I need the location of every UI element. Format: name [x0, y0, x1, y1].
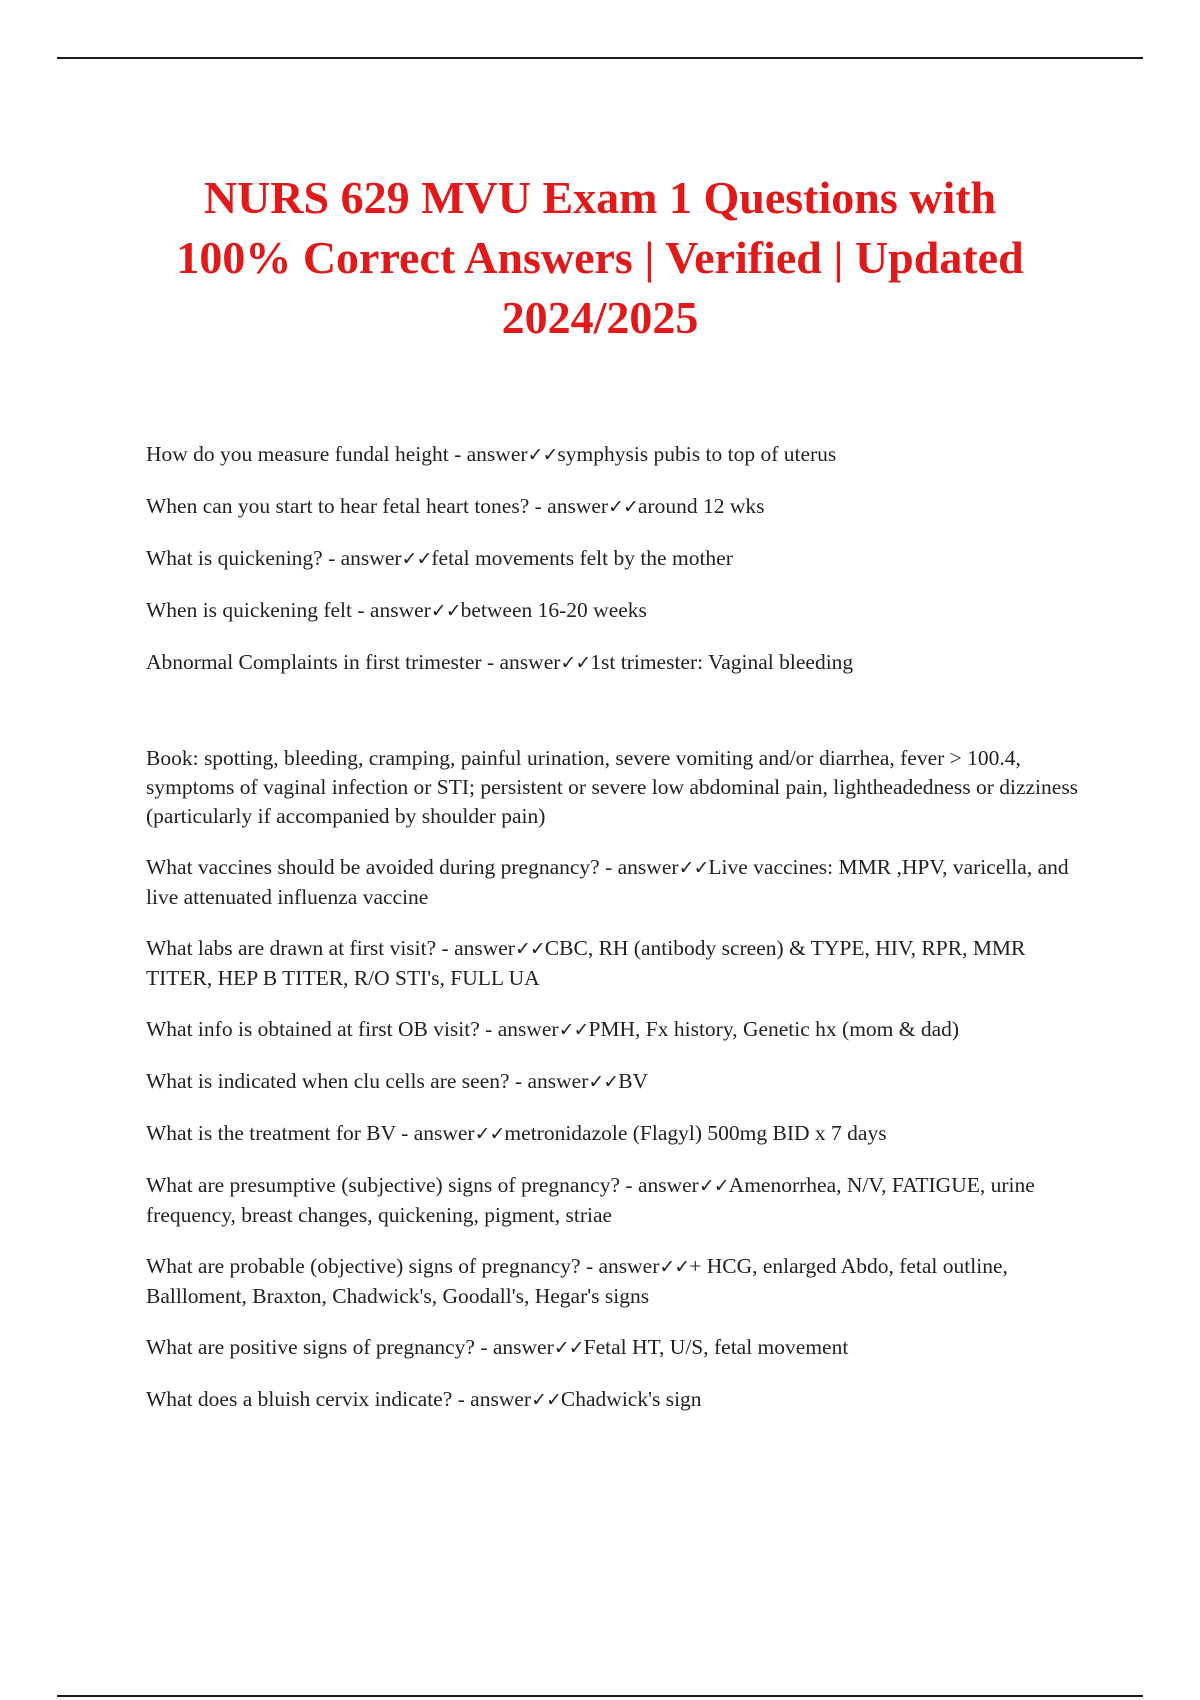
qa-item [146, 1015, 1086, 1045]
qa-question: What are presumptive (subjective) signs of pregnancy? - [146, 1173, 638, 1197]
check-marks-icon: ✓✓ [531, 1389, 561, 1411]
answer-marker: answer [617, 855, 679, 879]
qa-item [146, 492, 1086, 522]
qa-answer: Amenorrhea, N/V, FATIGUE, urine frequency, breast changes, quickening, pigment, striae [146, 1173, 1035, 1227]
qa-question: What vaccines should be avoided during pregnancy? - [146, 855, 618, 879]
answer-marker: answer [499, 650, 561, 674]
answer-marker: answer [497, 1017, 559, 1041]
check-marks-icon: ✓✓ [608, 496, 638, 518]
qa-answer: PMH, Fx history, Genetic hx (mom & dad) [588, 1017, 960, 1041]
top-rule [57, 57, 1143, 59]
check-marks-icon: ✓✓ [401, 548, 432, 570]
title-line-3: 2024/2025 [501, 292, 699, 343]
qa-item [146, 596, 1086, 626]
qa-item [146, 853, 1086, 912]
answer-marker: answer [454, 936, 515, 960]
answer-marker: answer [598, 1254, 660, 1278]
qa-item [146, 544, 1086, 574]
qa-question: Abnormal Complaints in first trimester - [146, 650, 500, 674]
answer-marker: answer [527, 1069, 589, 1093]
qa-item [146, 648, 1086, 678]
qa-answer: symphysis pubis to top of uterus [557, 442, 837, 466]
qa-answer: around 12 wks [637, 494, 765, 518]
qa-answer: metronidazole (Flagyl) 500mg BID x 7 days [504, 1121, 887, 1145]
title-line-1: NURS 629 MVU Exam 1 Questions with [203, 172, 997, 223]
answer-marker: answer [369, 598, 431, 622]
qa-continuation [146, 744, 1086, 831]
qa-answer-continuation: Book: spotting, bleeding, cramping, painful urination, severe vomiting and/or diarrhea, fever > 100.4, symptoms of vaginal infection or STI; persistent or severe low abdominal pain, lightheadedness or dizziness (particularly if accompanied by shoulder pain) [146, 746, 1079, 828]
qa-answer: fetal movements felt by the mother [431, 546, 733, 570]
check-marks-icon: ✓✓ [430, 600, 461, 622]
qa-answer: + HCG, enlarged Abdo, fetal outline, Ballloment, Braxton, Chadwick's, Goodall's, Hegar's signs [146, 1254, 1008, 1308]
check-marks-icon: ✓✓ [698, 1175, 729, 1197]
check-marks-icon: ✓✓ [558, 1019, 589, 1041]
check-marks-icon: ✓✓ [474, 1123, 505, 1145]
qa-item [146, 440, 1086, 470]
check-marks-icon: ✓✓ [678, 857, 709, 879]
qa-item [146, 1385, 1086, 1415]
qa-question: What labs are drawn at first visit? - [146, 936, 455, 960]
qa-question: What is the treatment for BV - [146, 1121, 414, 1145]
qa-question: What are probable (objective) signs of pregnancy? - [146, 1254, 599, 1278]
check-marks-icon: ✓✓ [659, 1256, 690, 1278]
document-title [120, 168, 1080, 348]
answer-marker: answer [492, 1335, 554, 1359]
qa-answer: Chadwick's sign [560, 1387, 702, 1411]
qa-question: What is quickening? - [146, 546, 341, 570]
qa-item [146, 1119, 1086, 1149]
answer-marker: answer [340, 546, 402, 570]
qa-item [146, 1171, 1086, 1230]
qa-question: What is indicated when clu cells are seen? - [146, 1069, 528, 1093]
check-marks-icon: ✓✓ [514, 938, 545, 960]
qa-question: When can you start to hear fetal heart tones? - [146, 494, 548, 518]
qa-list [146, 440, 1086, 1437]
qa-item [146, 934, 1086, 993]
qa-question: How do you measure fundal height - [146, 442, 467, 466]
qa-item [146, 1067, 1086, 1097]
qa-answer: CBC, RH (antibody screen) & TYPE, HIV, RPR, MMR TITER, HEP B TITER, R/O STI's, FULL UA [146, 936, 1026, 990]
qa-answer: Fetal HT, U/S, fetal movement [583, 1335, 849, 1359]
title-line-2: 100% Correct Answers | Verified | Updated [176, 232, 1024, 283]
qa-question: What are positive signs of pregnancy? - [146, 1335, 493, 1359]
check-marks-icon: ✓✓ [560, 652, 591, 674]
check-marks-icon: ✓✓ [527, 444, 558, 466]
qa-answer: Live vaccines: MMR ,HPV, varicella, and live attenuated influenza vaccine [146, 855, 1069, 909]
bottom-rule [57, 1695, 1143, 1697]
answer-marker: answer [413, 1121, 475, 1145]
answer-marker: answer [466, 442, 528, 466]
qa-item [146, 1333, 1086, 1363]
answer-marker: answer [547, 494, 609, 518]
answer-marker: answer [637, 1173, 699, 1197]
qa-answer: between 16-20 weeks [460, 598, 647, 622]
check-marks-icon: ✓✓ [588, 1071, 619, 1093]
check-marks-icon: ✓✓ [553, 1337, 584, 1359]
qa-question: When is quickening felt - [146, 598, 370, 622]
qa-question: What info is obtained at first OB visit? - [146, 1017, 498, 1041]
qa-item [146, 1252, 1086, 1311]
qa-answer: 1st trimester: Vaginal bleeding [590, 650, 854, 674]
qa-answer: BV [618, 1069, 649, 1093]
qa-question: What does a bluish cervix indicate? - [146, 1387, 471, 1411]
answer-marker: answer [470, 1387, 532, 1411]
